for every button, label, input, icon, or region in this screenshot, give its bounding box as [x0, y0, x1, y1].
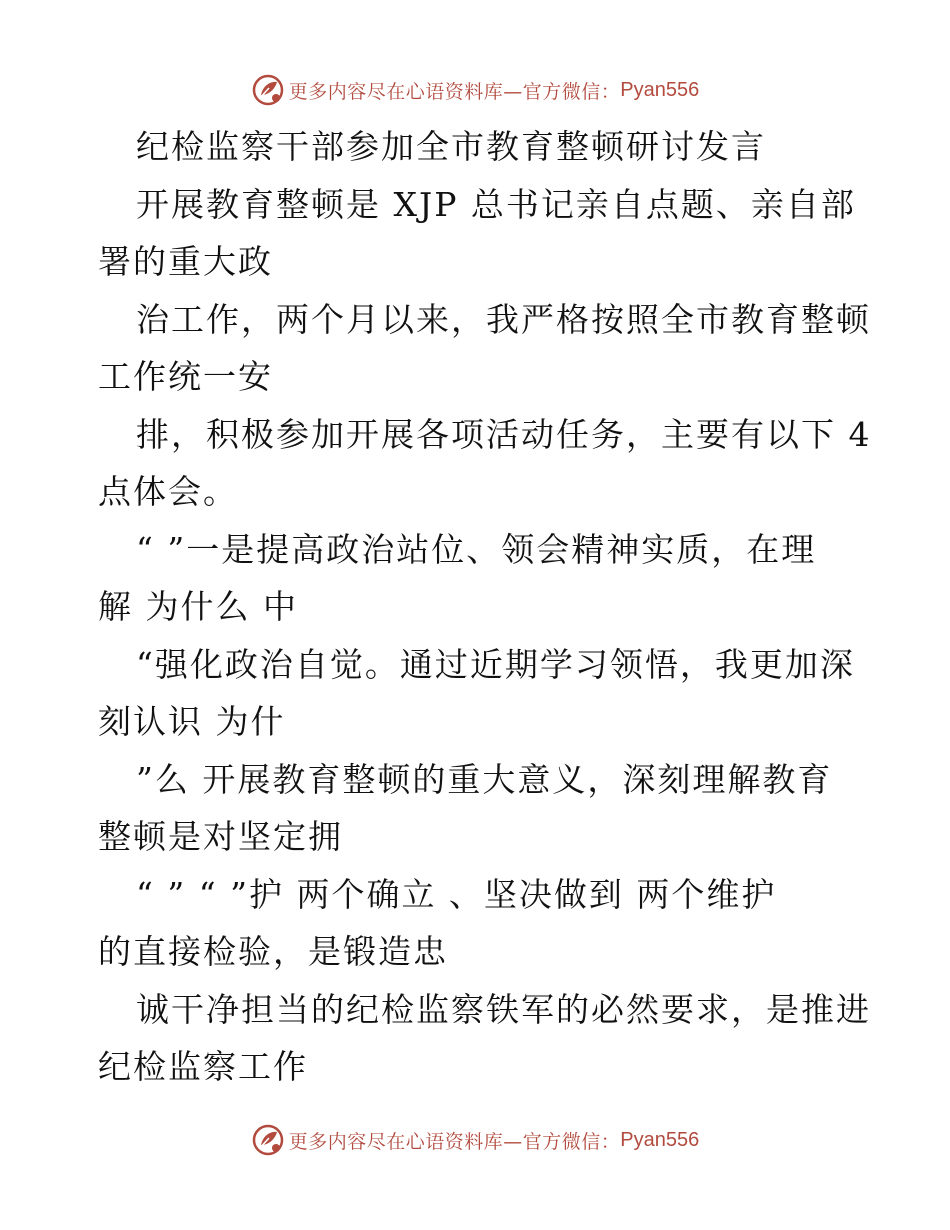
watermark-text: 更多内容尽在心语资料库—官方微信： — [288, 80, 621, 103]
leaf-seal-logo-icon — [251, 73, 285, 107]
text-line: 开展教育整顿是 XJP 总书记亲自点题、亲自部 — [136, 184, 856, 224]
text-line: 解 为什么 中 — [98, 587, 298, 626]
watermark-text: 更多内容尽在心语资料库—官方微信： — [288, 1130, 621, 1153]
document-title: 纪检监察干部参加全市教育整顿研讨发言 — [136, 127, 766, 166]
text-line: 刻认识 为什 — [98, 702, 286, 741]
text-line: 工作统一安 — [98, 357, 273, 396]
text-line: 署的重大政 — [98, 242, 273, 281]
text-line: 排，积极参加开展各项活动任务，主要有以下 4 — [136, 414, 872, 454]
header-watermark — [0, 70, 950, 110]
text-line: 纪检监察工作 — [98, 1047, 308, 1086]
text-line: “ ”一是提高政治站位、领会精神实质，在理 — [136, 529, 817, 569]
text-line: 治工作，两个月以来，我严格按照全市教育整顿 — [136, 299, 871, 339]
text-line: “ ” “ ”护 两个确立 、坚决做到 两个维护 — [136, 874, 777, 914]
text-line: 诚干净担当的纪检监察铁军的必然要求，是推进 — [136, 989, 871, 1029]
document-body — [98, 118, 872, 1096]
text-line: ”么 开展教育整顿的重大意义，深刻理解教育 — [136, 759, 833, 799]
footer-watermark — [0, 1120, 950, 1160]
leaf-seal-logo-icon — [251, 1123, 285, 1157]
text-line: “强化政治自觉。通过近期学习领悟，我更加深 — [136, 644, 855, 684]
text-line: 整顿是对坚定拥 — [98, 817, 343, 856]
text-line: 的直接检验，是锻造忠 — [98, 932, 448, 971]
watermark-handle: Pyan556 — [620, 1128, 700, 1151]
text-line: 点体会。 — [98, 472, 238, 511]
watermark-handle: Pyan556 — [620, 78, 700, 101]
